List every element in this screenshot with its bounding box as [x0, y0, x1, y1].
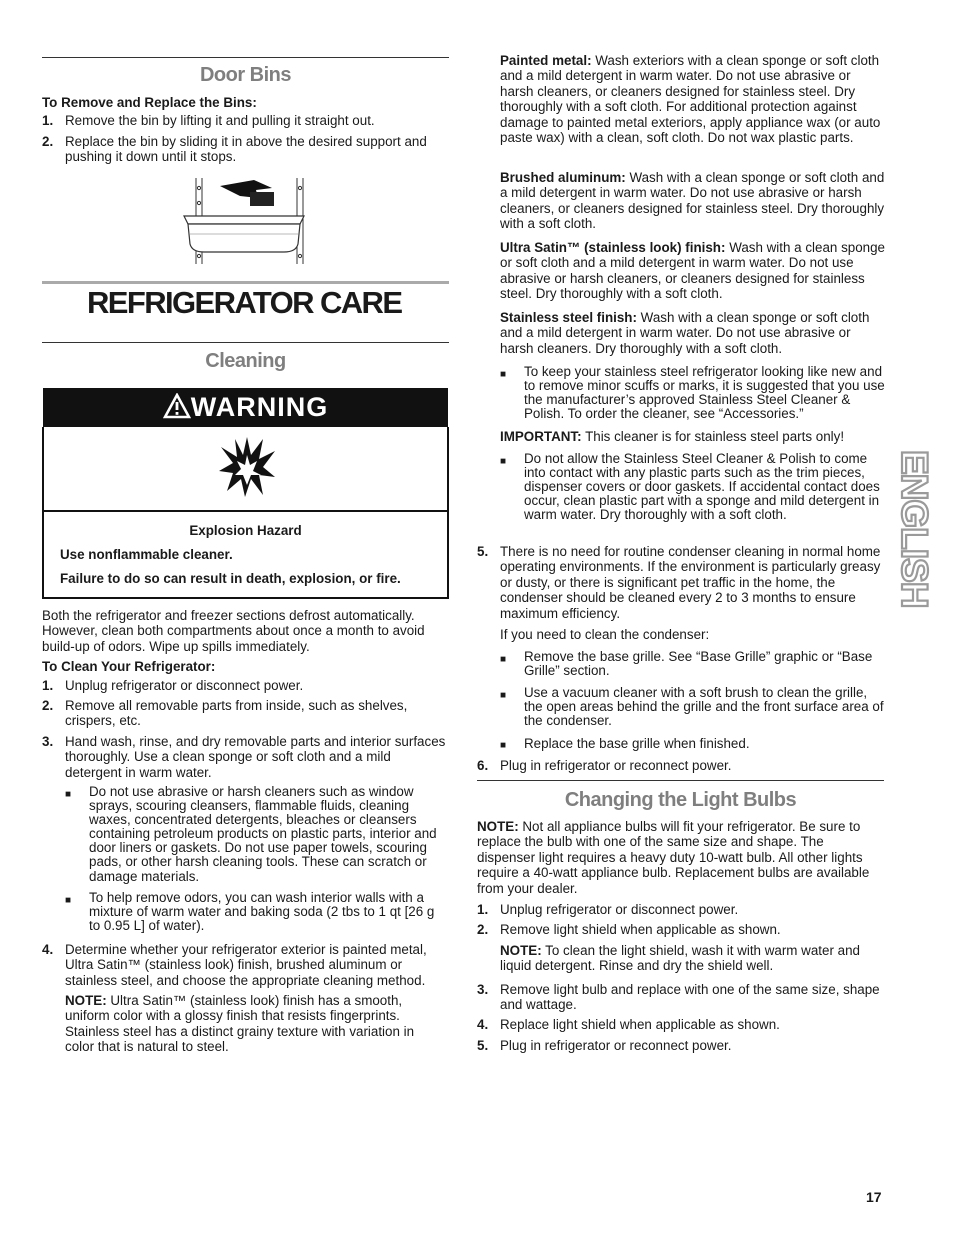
- door-bins-subheading: To Remove and Replace the Bins:: [42, 95, 257, 110]
- painted-text: Wash exteriors with a clean sponge or soft cloth and a mild detergent in warm water. Do not use abrasive or harsh cleaners, or cleaners designed for stainless steel. Dry thoroughly with a soft cloth. For additional protection against damage to painted metal exteriors, apply appliance wax (or auto paste wax) with a clean, soft cloth. Do not wax plastic parts.: [500, 53, 881, 146]
- bullet-icon: ■: [500, 456, 507, 467]
- hazard-line-1: Use nonflammable cleaner.: [60, 547, 233, 562]
- ultra-label: Ultra Satin™ (stainless look) finish:: [500, 240, 726, 255]
- clean-note-4: [65, 993, 445, 1055]
- condenser-bullet-1: Remove the base grille. See “Base Grille” graphic or “Base Grille” section.: [524, 649, 873, 679]
- bulbs-step-1: Unplug refrigerator or disconnect power.: [500, 902, 739, 917]
- condenser-intro: If you need to clean the condenser:: [500, 627, 710, 642]
- bulbs-step-5: Plug in refrigerator or reconnect power.: [500, 1038, 732, 1053]
- important-label: IMPORTANT:: [500, 429, 582, 444]
- bullet-icon: ■: [65, 789, 72, 800]
- step-number: 5.: [477, 544, 489, 559]
- step-number: 4.: [42, 942, 54, 957]
- bulbs-note-2: [500, 943, 885, 974]
- cleaning-intro: Both the refrigerator and freezer sections defrost automatically. However, clean both compartments about once a month to avoid build-up of odors. Wipe up spills immediately.: [42, 608, 425, 654]
- ultra-text: Wash with a clean sponge or soft cloth and a mild detergent in warm water. Do not use abrasive or harsh cleaners, or cleaners designed for stainless steel. Dry thoroughly with a soft cloth.: [500, 240, 886, 302]
- condenser-bullet-2: Use a vacuum cleaner with a soft brush to clean the grille, the open areas behind the grille and the front surface area of the condenser.: [524, 685, 884, 729]
- warning-banner: [43, 388, 448, 427]
- brushed-label: Brushed aluminum:: [500, 170, 626, 185]
- bulbs-step-2: Remove light shield when applicable as shown.: [500, 922, 781, 937]
- bullet-icon: ■: [500, 654, 507, 665]
- bulbs-note: [477, 819, 885, 896]
- side-tab-label: ENGLISH: [894, 450, 935, 608]
- condenser-bullet-3: Replace the base grille when finished.: [524, 736, 750, 751]
- page-title: REFRIGERATOR CARE: [87, 285, 402, 320]
- section-rule: [42, 342, 449, 343]
- brushed-text: Wash with a clean sponge or soft cloth and a mild detergent in warm water. Do not use abrasive or harsh cleaners, or cleaners designed for stainless steel. Dry thoroughly with a soft cloth.: [500, 170, 885, 232]
- bulbs-heading: Changing the Light Bulbs: [564, 789, 797, 811]
- steel-label: Stainless steel finish:: [500, 310, 637, 325]
- step-number: 2.: [42, 698, 54, 713]
- bullet-icon: ■: [65, 895, 72, 906]
- warning-separator: [42, 510, 449, 512]
- bulbs-rule: [477, 780, 884, 781]
- note-label: NOTE:: [65, 993, 107, 1008]
- clean-bullet-3b: To help remove odors, you can wash interior walls with a mixture of warm water and baking soda (2 tbs to 1 qt [26 g to 0.95 L] of water).: [89, 890, 435, 934]
- step-number: 3.: [477, 982, 489, 997]
- bulbs-step-4: Replace light shield when applicable as shown.: [500, 1017, 780, 1032]
- title-rule: [42, 281, 449, 284]
- clean-subheading: To Clean Your Refrigerator:: [42, 659, 216, 674]
- bullet-icon: ■: [500, 740, 507, 751]
- door-bins-step-2: Replace the bin by sliding it in above the desired support and pushing it down until it stops.: [65, 134, 427, 165]
- painted-label: Painted metal:: [500, 53, 592, 68]
- warning-triangle-icon: [163, 393, 191, 419]
- note-text: Not all appliance bulbs will fit your refrigerator. Be sure to replace the bulb with one of the same size and shape. The dispenser light requires a heavy duty 10-watt bulb. All other lights require a 40-watt appliance bulb. Replacement bulbs are available from your dealer.: [477, 819, 870, 896]
- step-number: 5.: [477, 1038, 489, 1053]
- brushed-aluminum-paragraph: [500, 170, 885, 232]
- clean-step-1: Unplug refrigerator or disconnect power.: [65, 678, 304, 693]
- english-side-tab: [890, 450, 935, 630]
- note-text: Ultra Satin™ (stainless look) finish has a smooth, uniform color with a glossy finish that resists fingerprints. Stainless steel has a distinct grainy texture with variation in color that is natural to steel.: [65, 993, 415, 1055]
- step-number: 6.: [477, 758, 489, 773]
- plastic-bullet: Do not allow the Stainless Steel Cleaner & Polish to come into contact with any plastic parts such as the trim pieces, dispenser covers or door gaskets. If accidental contact does occur, clean plastic part with a sponge and mild detergent in warm water. Dry thoroughly with a soft cloth.: [524, 451, 880, 523]
- clean-step-4: Determine whether your refrigerator exterior is painted metal, Ultra Satin™ (stainless look) finish, brushed aluminum or stainless steel, and choose the appropriate cleaning method.: [65, 942, 427, 988]
- door-bins-step-1: Remove the bin by lifting it and pulling it straight out.: [65, 113, 375, 128]
- stainless-steel-paragraph: [500, 310, 885, 356]
- explosion-icon: [217, 433, 277, 499]
- step-number: 1.: [42, 113, 54, 128]
- page-number: 17: [866, 1189, 882, 1205]
- bulbs-step-3: Remove light bulb and replace with one of the same size, shape and wattage.: [500, 982, 880, 1013]
- hazard-line-2: Failure to do so can result in death, explosion, or fire.: [60, 571, 401, 586]
- step-number: 1.: [477, 902, 489, 917]
- clean-step-3: Hand wash, rinse, and dry removable parts and interior surfaces thoroughly. Use a clean sponge or soft cloth and a mild detergent in warm water.: [65, 734, 446, 780]
- top-rule: [42, 57, 449, 58]
- door-bins-heading: Door Bins: [199, 64, 292, 86]
- hazard-title: Explosion Hazard: [189, 523, 302, 538]
- keep-new-bullet: To keep your stainless steel refrigerator looking like new and to remove minor scuffs or marks, it is suggested that you use the manufacturer’s approved Stainless Steel Cleaner & Polish. To order the cleaner, see “Accessories.”: [524, 364, 885, 422]
- door-bin-illustration: [180, 176, 310, 266]
- step-number: 1.: [42, 678, 54, 693]
- important-paragraph: [500, 429, 885, 444]
- clean-step-6: Plug in refrigerator or reconnect power.: [500, 758, 732, 773]
- note-text: To clean the light shield, wash it with warm water and liquid detergent. Rinse and dry the shield well.: [500, 943, 860, 974]
- note-label: NOTE:: [500, 943, 542, 958]
- note-label: NOTE:: [477, 819, 519, 834]
- ultra-satin-paragraph: [500, 240, 885, 302]
- step-number: 4.: [477, 1017, 489, 1032]
- step-number: 3.: [42, 734, 54, 749]
- bullet-icon: ■: [500, 690, 507, 701]
- bullet-icon: ■: [500, 369, 507, 380]
- important-text: This cleaner is for stainless steel parts only!: [585, 429, 845, 444]
- step-number: 2.: [42, 134, 54, 149]
- steel-text: Wash with a clean sponge or soft cloth and a mild detergent in warm water. Do not use abrasive or harsh cleaners. Dry thoroughly with a soft cloth.: [500, 310, 870, 356]
- warning-label: WARNING: [190, 392, 329, 422]
- painted-metal-paragraph: [500, 53, 885, 145]
- clean-step-5: There is no need for routine condenser cleaning in normal home operating environments. If the environment is particularly greasy or dusty, or there is significant pet traffic in the home, the condenser should be cleaned every 2 to 3 months to ensure maximum efficiency.: [500, 544, 881, 621]
- clean-step-2: Remove all removable parts from inside, such as shelves, crispers, etc.: [65, 698, 408, 729]
- cleaning-heading: Cleaning: [205, 350, 286, 372]
- clean-bullet-3a: Do not use abrasive or harsh cleaners such as window sprays, scouring cleansers, flammable fluids, cleaning waxes, concentrated detergents, bleaches or cleansers containing petroleum products on plastic parts, interior and door liners or gaskets. Do not use paper towels, scouring pads, or other harsh cleaning tools. These can scratch or damage materials.: [89, 784, 437, 884]
- step-number: 2.: [477, 922, 489, 937]
